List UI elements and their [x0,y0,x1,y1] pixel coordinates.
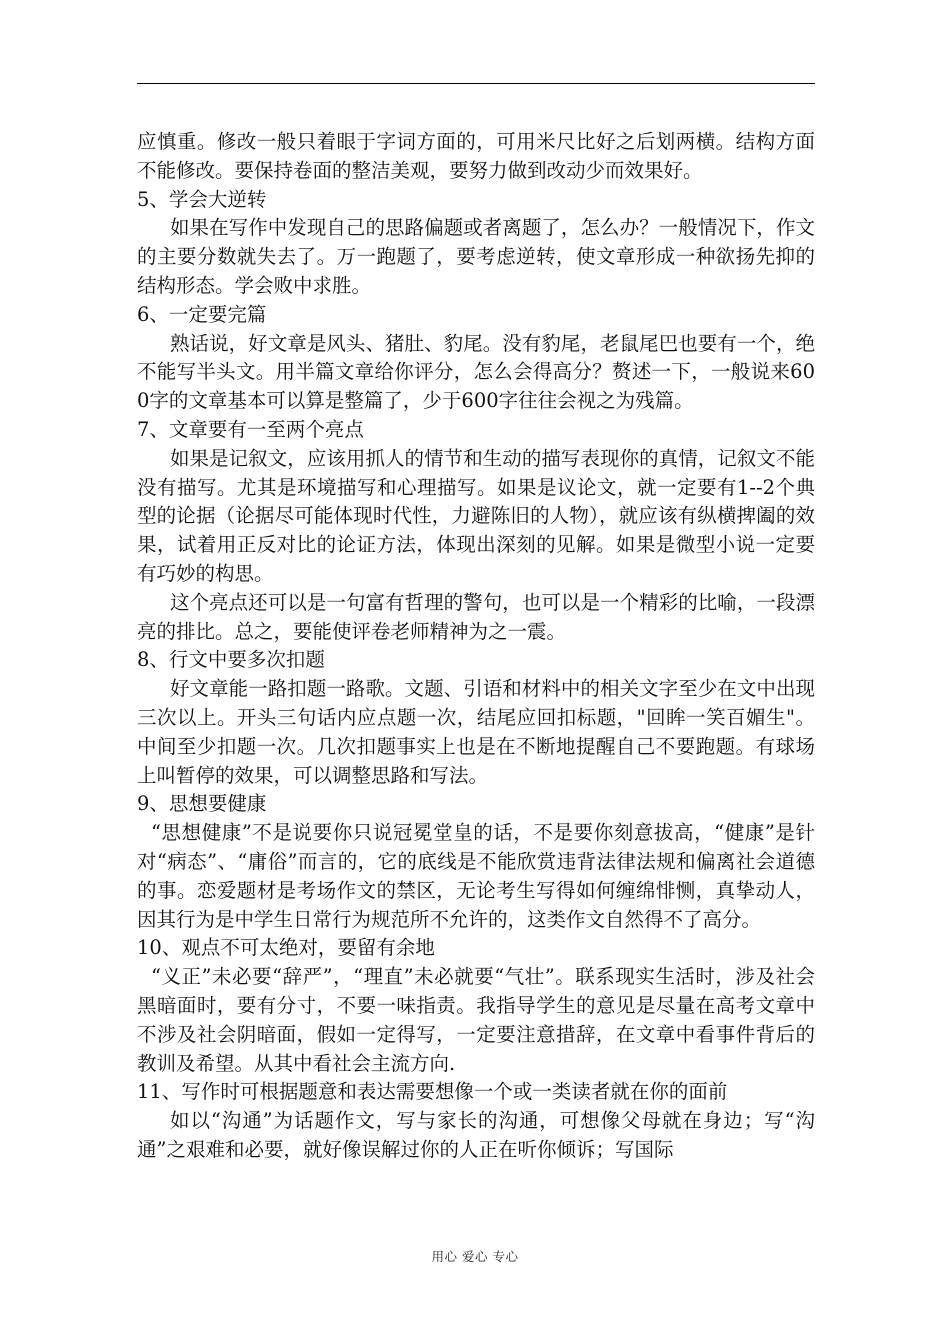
section-heading-11: 11、写作时可根据题意和表达需要想像一个或一类读者就在你的面前 [137,1080,728,1104]
page-footer: 用心 爱心 专心 [431,1249,519,1264]
paragraph-10: “义正”未必要“辞严”，“理直”未必就要“气壮”。联系现实生活时，涉及社会黑暗面时，要有分寸，不要一味指责。我指导学生的意见是尽量在高考文章中不涉及社会阴暗面，假如一定得写，一定要注意措辞，在文章中看事件背后的教训及希望。从其中看社会主流方向. [137,965,815,1075]
paragraph-7b: 这个亮点还可以是一句富有哲理的警句，也可以是一个精彩的比喻，一段漂亮的排比。总之，要能使评卷老师精神为之一震。 [137,590,815,643]
section-heading-5: 5、学会大逆转 [137,187,267,211]
paragraph-7a: 如果是记叙文，应该用抓人的情节和生动的描写表现你的真情，记叙文不能没有描写。尤其是环境描写和心理描写。如果是议论文，就一定要有1--2个典型的论据（论据尽可能体现时代性，力避陈旧的人物），就应该有纵横捭阖的效果，试着用正反对比的论证方法，体现出深刻的见解。如果是微型小说一定要有巧妙的构思。 [137,446,815,585]
paragraph-8: 好文章能一路扣题一路歌。文题、引语和材料中的相关文字至少在文中出现三次以上。开头三句话内应点题一次，结尾应回扣标题，"回眸一笑百媚生"。中间至少扣题一次。几次扣题事实上也是在不断地提醒自己不要跑题。有球场上叫暂停的效果，可以调整思路和写法。 [137,677,815,787]
section-heading-7: 7、文章要有一至两个亮点 [137,417,364,441]
section-heading-8: 8、行文中要多次扣题 [137,648,325,672]
paragraph-11: 如以“沟通”为话题作文，写与家长的沟通，可想像父母就在身边；写“沟通”之艰难和必要，就好像误解过你的人正在听你倾诉；写国际 [137,1109,815,1161]
section-heading-6: 6、一定要完篇 [137,302,267,326]
paragraph-continued: 应慎重。修改一般只着眼于字词方面的，可用米尺比好之后划两横。结构方面不能修改。要保持卷面的整洁美观，要努力做到改动少而效果好。 [137,130,815,182]
section-heading-10: 10、观点不可太绝对，要留有余地 [137,936,435,960]
paragraph-6: 熟话说，好文章是风头、猪肚、豹尾。没有豹尾，老鼠尾巴也要有一个，绝不能写半头文。用半篇文章给你评分，怎么会得高分？赘述一下，一般说来600字的文章基本可以算是整篇了，少于600字往往会视之为残篇。 [137,331,815,413]
paragraph-9: “思想健康”不是说要你只说冠冕堂皇的话，不是要你刻意拔高，“健康”是针对“病态”、“庸俗”而言的，它的底线是不能欣赏违背法律法规和偏离社会道德的事。恋爱题材是考场作文的禁区，无论考生写得如何缠绵悱恻，真挚动人，因其行为是中学生日常行为规范所不允许的，这类作文自然得不了高分。 [137,821,815,931]
document-body [137,128,815,1165]
header-rule [137,83,815,84]
section-heading-9: 9、思想要健康 [137,792,267,816]
paragraph-5: 如果在写作中发现自己的思路偏题或者离题了，怎么办？一般情况下，作文的主要分数就失去了。万一跑题了，要考虑逆转，使文章形成一种欲扬先抑的结构形态。学会败中求胜。 [137,216,815,297]
